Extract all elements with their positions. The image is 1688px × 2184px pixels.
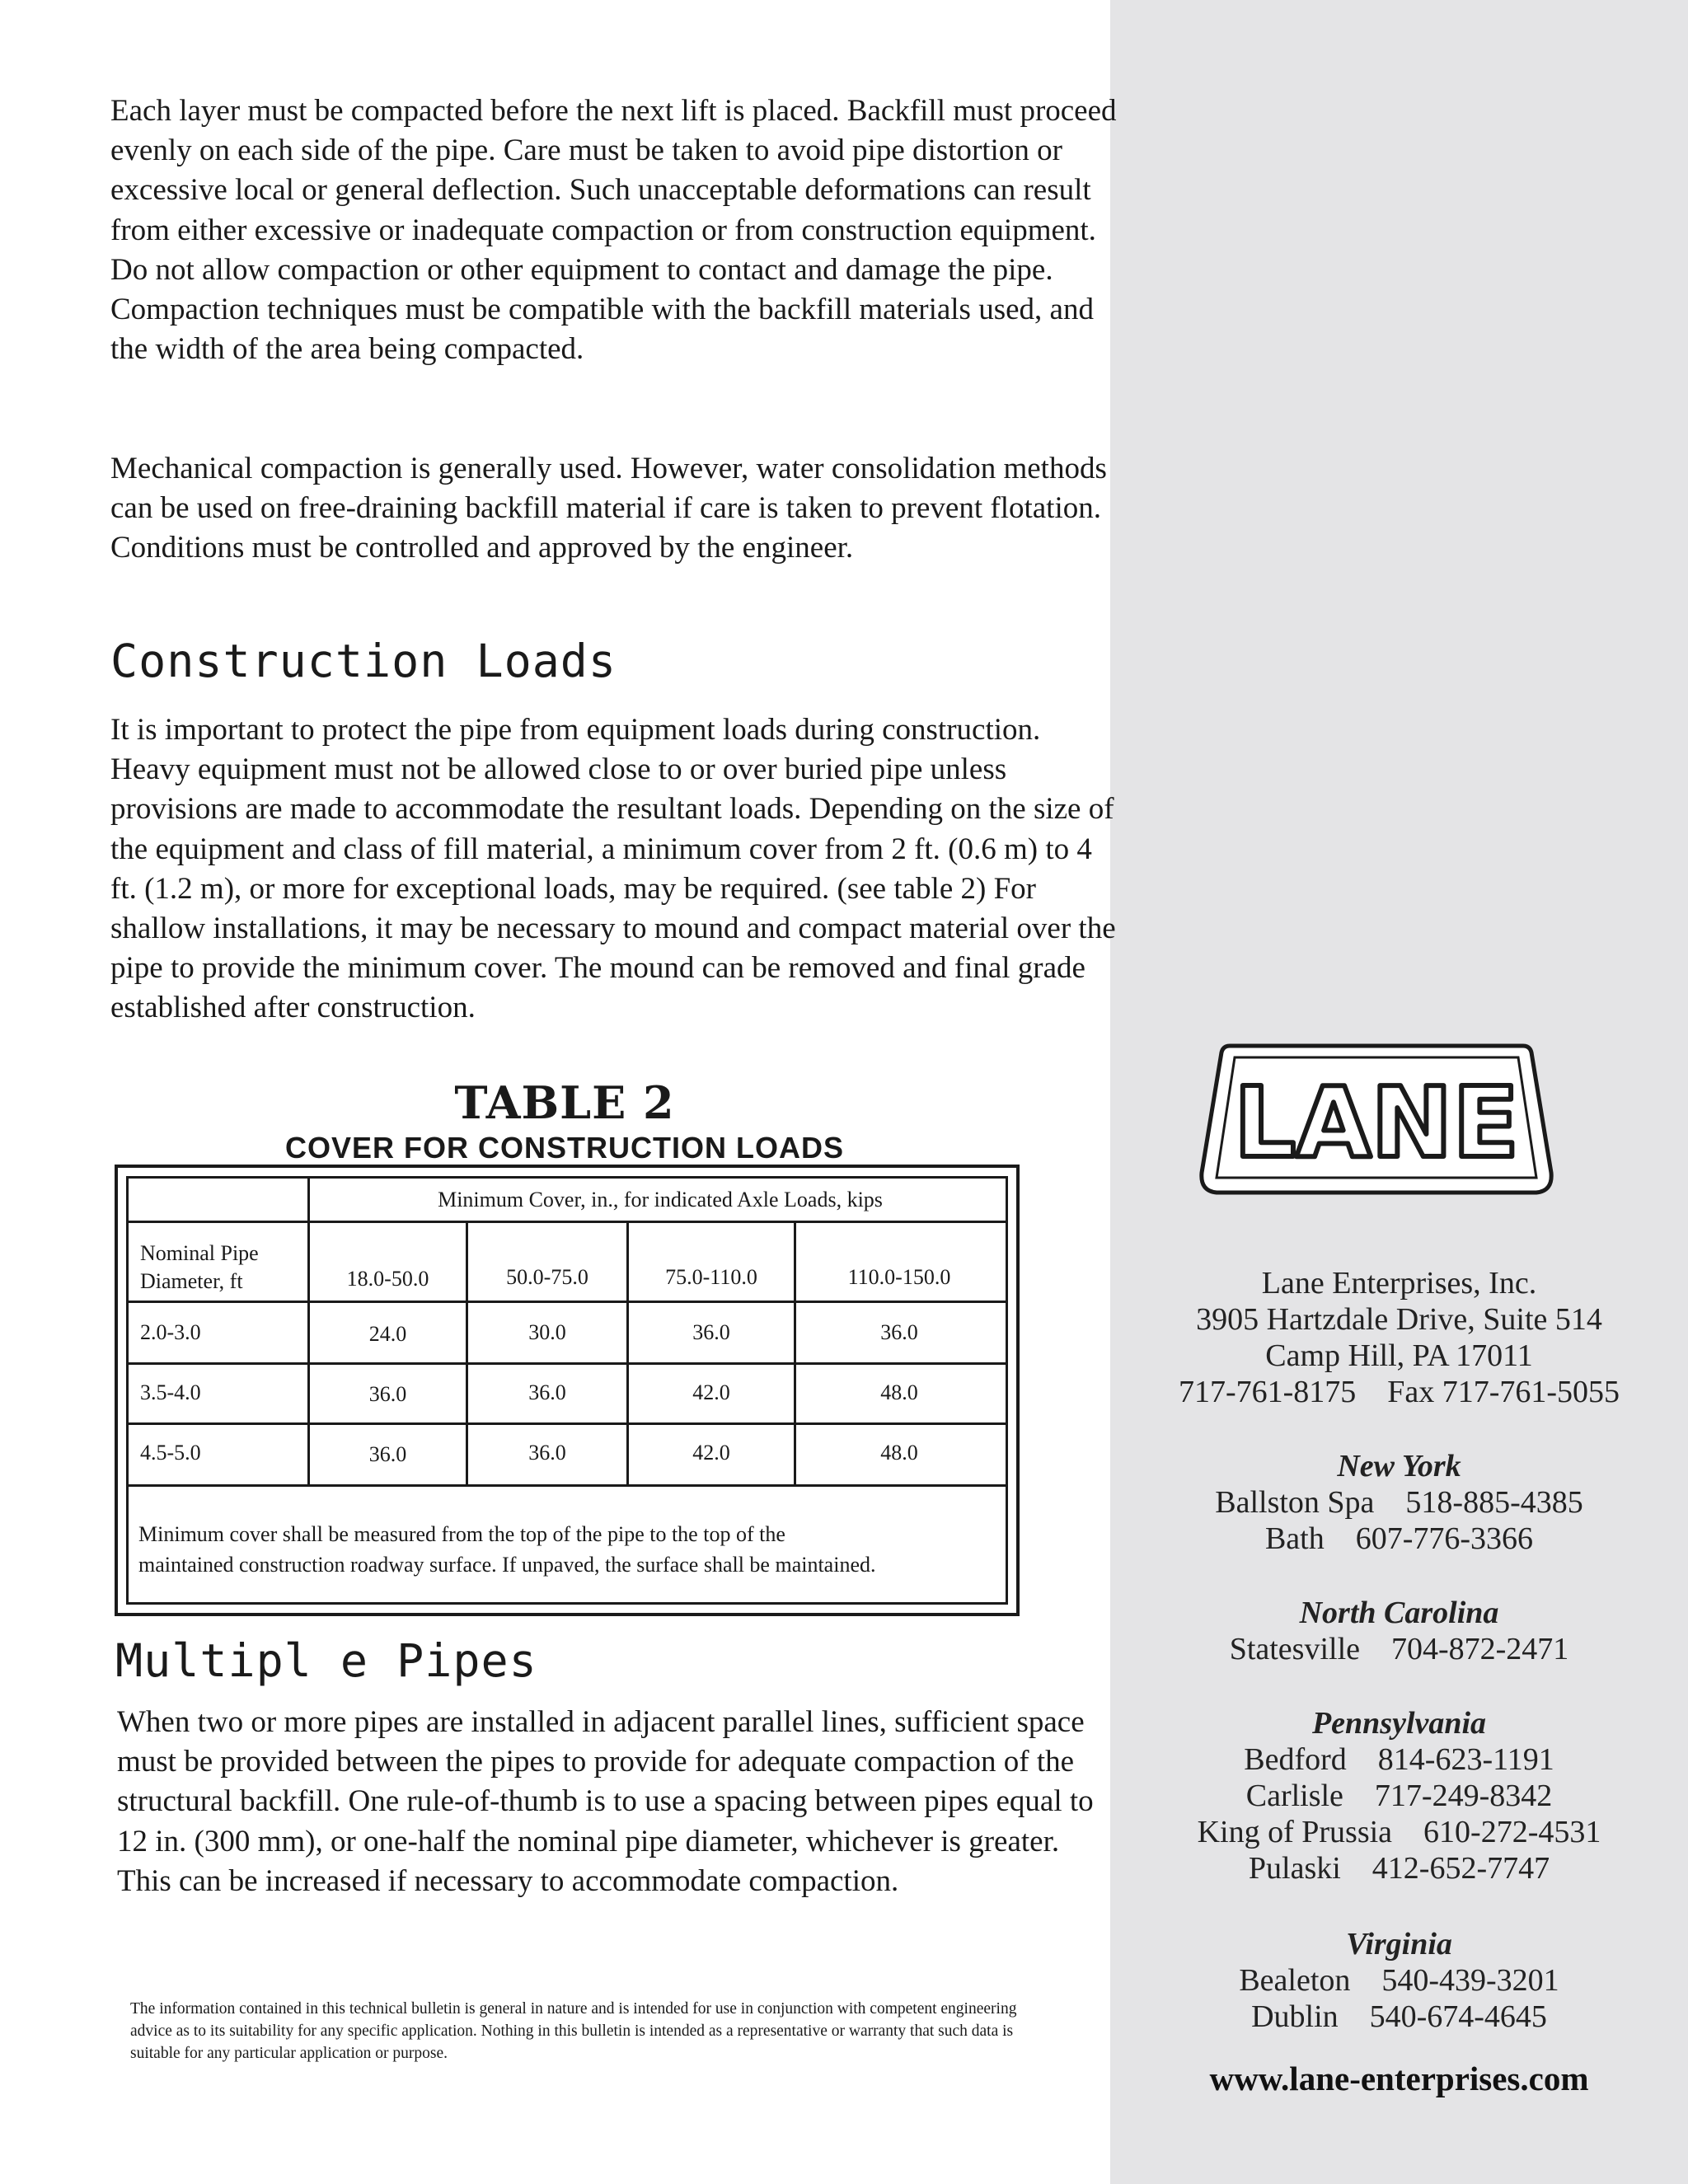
company-name: Lane Enterprises, Inc. (1261, 1266, 1537, 1301)
table-row-header: Nominal Pipe Diameter, ft (140, 1241, 259, 1293)
table-column-header: 50.0-75.0 (506, 1265, 588, 1289)
heading-multiple-pipes: Multipl e Pipes (115, 1634, 537, 1687)
office-state-label: Virginia (1346, 1927, 1452, 1961)
table-column-header: 110.0-150.0 (847, 1265, 951, 1289)
office-state-label: New York (1337, 1449, 1461, 1483)
company-address-line1: 3905 Hartzdale Drive, Suite 514 (1196, 1302, 1602, 1337)
table-cell: 36.0 (528, 1441, 566, 1465)
office-line: Ballston Spa 518-885-4385 (1215, 1485, 1583, 1520)
disclaimer: The information contained in this technical bulletin is general in nature and is intended for use in conjunction with competent engineering advice as to its suitability for any specific application. Nothing in this bulletin is intended as a representative or warranty that such data is suitable for any particular application or purpose. (130, 2000, 1017, 2062)
table-rule (129, 1301, 1006, 1303)
office-line: Bath 607-776-3366 (1264, 1521, 1534, 1556)
table-cell: 42.0 (692, 1441, 730, 1465)
cover-table (115, 1165, 1020, 1616)
table-cell: 30.0 (528, 1320, 566, 1344)
table-cell: 42.0 (692, 1380, 730, 1404)
office-line: Pulaski 412-652-7747 (1248, 1851, 1550, 1886)
paragraph-mechanical-compaction: Mechanical compaction is generally used. However, water consolidation methods can be used on free-draining backfill material if care is taken to prevent flotation. Conditions must be controlled and approved by the engineer. (110, 452, 1107, 565)
table-cell: 36.0 (528, 1380, 566, 1404)
table-rule (129, 1422, 1006, 1425)
table-rule (129, 1362, 1006, 1365)
table-cell: 48.0 (880, 1380, 918, 1404)
table-column-header: 75.0-110.0 (665, 1265, 757, 1289)
office-state-label: North Carolina (1299, 1596, 1499, 1630)
table-cell: 36.0 (368, 1442, 407, 1466)
table-cell: 36.0 (880, 1320, 918, 1344)
paragraph-compaction: Each layer must be compacted before the next lift is placed. Backfill must proceed evenly on each side of the pipe. Care must be taken to avoid pipe distortion or excessive local or general deflection. Such unacceptable deformations can result from either excessive or inadequate compaction or from construction equipment. Do not allow compaction or other equipment to contact and damage the pipe. Compaction techniques must be compatible with the backfill materials used, and the width of the area being compacted. (110, 94, 1117, 367)
table-note: Minimum cover shall be measured from the top of the pipe to the top of the maintained construction roadway surface. If unpaved, the surface shall be maintained. (138, 1522, 876, 1577)
table-row-label: 3.5-4.0 (140, 1380, 201, 1404)
table-cell: 24.0 (368, 1322, 407, 1346)
office-state-label: Pennsylvania (1311, 1706, 1487, 1741)
logo-wordmark: LANE (1234, 1066, 1519, 1179)
office-line: Statesville 704-872-2471 (1229, 1632, 1569, 1666)
table-cell: 36.0 (368, 1382, 407, 1406)
office-line: King of Prussia 610-272-4531 (1197, 1815, 1601, 1849)
office-line: Bealeton 540-439-3201 (1239, 1963, 1559, 1998)
table-row-label: 2.0-3.0 (140, 1320, 201, 1344)
company-address-line2: Camp Hill, PA 17011 (1265, 1338, 1533, 1373)
company-phones: 717-761-8175 Fax 717-761-5055 (1178, 1375, 1620, 1409)
table-row-label: 4.5-5.0 (140, 1441, 201, 1465)
table-subtitle: COVER FOR CONSTRUCTION LOADS (284, 1131, 844, 1165)
office-line: Carlisle 717-249-8342 (1245, 1779, 1553, 1813)
table-rule (129, 1221, 1006, 1223)
table-cell: 48.0 (880, 1441, 918, 1465)
paragraph-multiple-pipes: When two or more pipes are installed in adjacent parallel lines, sufficient space must be provided between the pipes to provide for adequate compaction of the structural backfill. One rule-of-thumb is to use a spacing between pipes equal to 12 in. (300 mm), or one-half the nominal pipe diameter, whichever is greater. This can be increased if necessary to accommodate compaction. (117, 1705, 1094, 1898)
paragraph-construction-loads: It is important to protect the pipe from equipment loads during construction. Heavy equipment must not be allowed close to or over buried pipe unless provisions are made to accommodate the resultant loads. Depending on the size of the equipment and class of fill material, a minimum cover from 2 ft. (0.6 m) to 4 ft. (1.2 m), or more for exceptional loads, may be required. (see table 2) For shallow installations, it may be necessary to mound and compact material over the pipe to provide the minimum cover. The mound can be removed and final grade established after construction. (110, 713, 1116, 1025)
table-cell: 36.0 (692, 1320, 730, 1344)
office-line: Dublin 540-674-4645 (1251, 1999, 1547, 2034)
website-link[interactable]: www.lane-enterprises.com (1209, 2060, 1589, 2097)
table-group-header: Minimum Cover, in., for indicated Axle Loads, kips (438, 1188, 883, 1212)
lane-logo (1197, 1041, 1556, 1197)
cover-table-inner (126, 1176, 1008, 1605)
table-column-header: 18.0-50.0 (346, 1267, 429, 1291)
office-line: Bedford 814-623-1191 (1244, 1742, 1554, 1777)
table-title: TABLE 2 (454, 1076, 675, 1129)
heading-construction-loads: Construction Loads (110, 635, 617, 687)
table-rule (129, 1484, 1006, 1487)
